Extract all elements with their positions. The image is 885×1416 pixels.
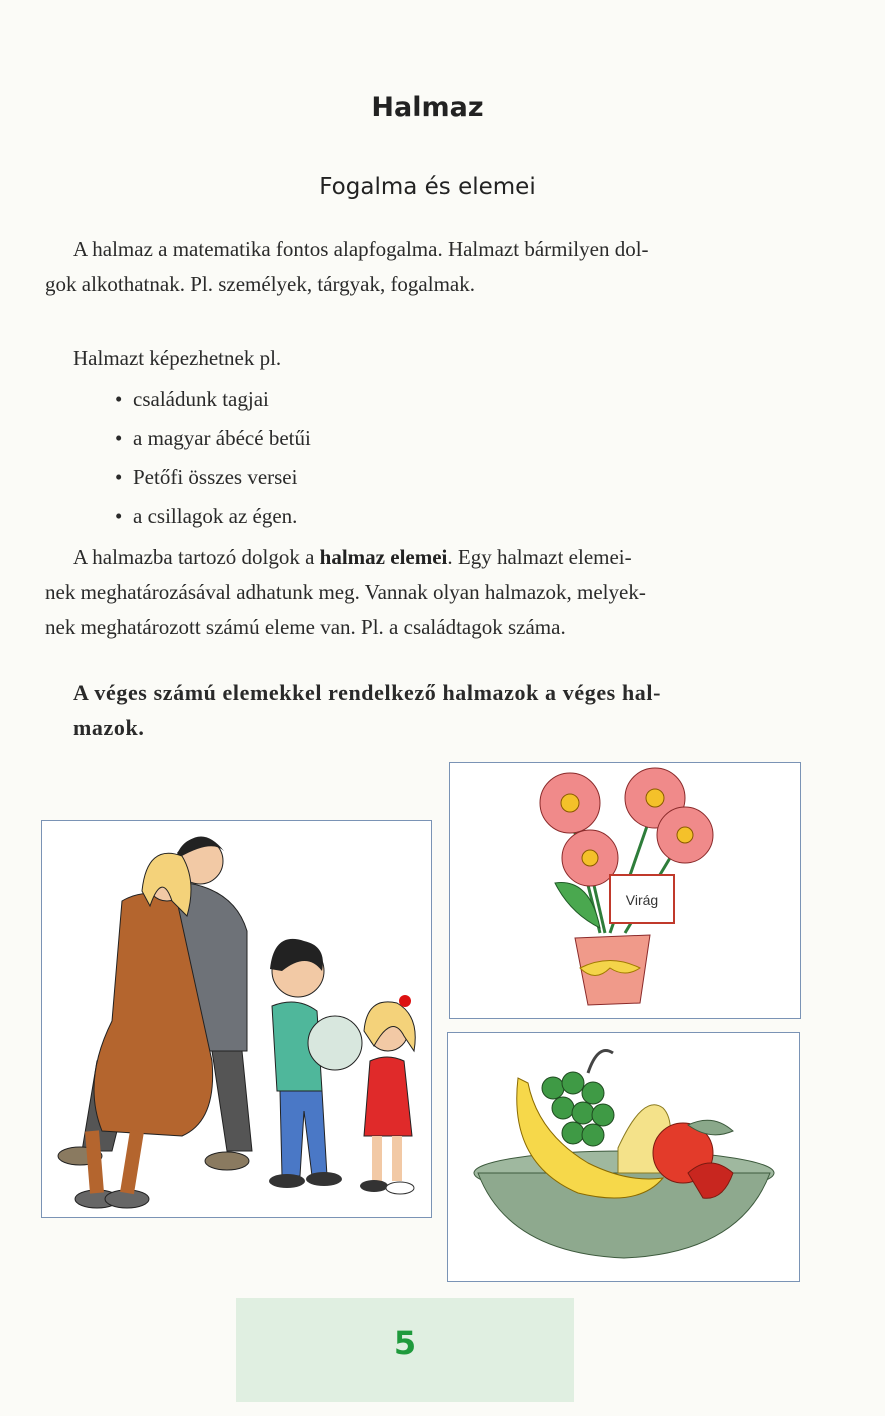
examples-list — [115, 382, 311, 538]
intro-paragraph — [45, 232, 810, 302]
page-number: 5 — [393, 1324, 417, 1362]
list-item: • családunk tagjai — [115, 387, 269, 411]
family-illustration — [41, 820, 432, 1218]
fruit-bowl-illustration — [447, 1032, 800, 1282]
section-subtitle: Fogalma és elemei — [319, 174, 536, 200]
list-item: • a magyar ábécé betűi — [115, 426, 311, 450]
list-item: • Petőfi összes versei — [115, 465, 298, 489]
page-title: Halmaz — [371, 92, 484, 123]
definition-line-1: A véges számú elemekkel rendelkező halmazok a véges hal- — [73, 680, 662, 705]
intro-line-1: A halmaz a matematika fontos alapfogalma. Halmazt bármilyen dol- — [73, 237, 649, 261]
page-number-box — [236, 1298, 574, 1402]
elements-line-2: nek meghatározásával adhatunk meg. Vannak olyan halmazok, melyek- — [45, 580, 646, 604]
bold-term: halmaz elemei — [319, 545, 448, 569]
flower-illustration — [449, 762, 801, 1019]
list-item: • a csillagok az égen. — [115, 504, 298, 528]
elements-paragraph — [45, 540, 810, 645]
elements-line-3: nek meghatározott számú eleme van. Pl. a családtagok száma. — [45, 615, 566, 639]
flower-tag-label: Virág — [625, 892, 659, 908]
definition-paragraph — [73, 675, 813, 745]
definition-line-2: mazok. — [73, 715, 145, 740]
intro-line-2: gok alkothatnak. Pl. személyek, tárgyak, fogalmak. — [45, 272, 475, 296]
examples-intro: Halmazt képezhetnek pl. — [73, 346, 282, 370]
elements-line-1: A halmazba tartozó dolgok a halmaz elemei. Egy halmazt elemei- — [73, 545, 632, 569]
